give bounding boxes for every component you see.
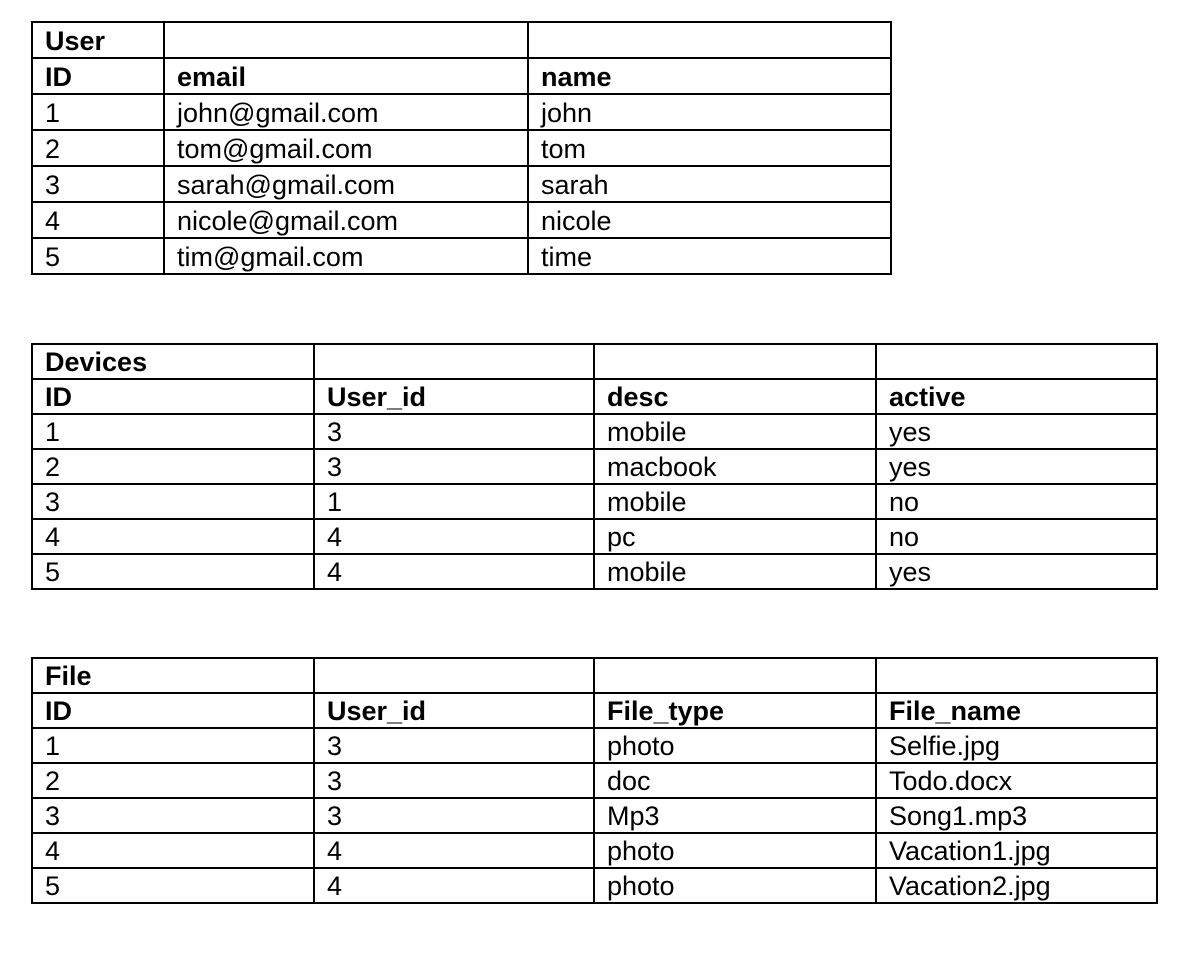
table-cell: photo xyxy=(594,868,876,903)
empty-cell xyxy=(594,658,876,693)
table-cell: time xyxy=(528,238,891,274)
column-header: email xyxy=(164,58,528,94)
table-cell: 3 xyxy=(32,798,314,833)
table-row xyxy=(32,449,1157,484)
table-cell: macbook xyxy=(594,449,876,484)
table-row xyxy=(32,798,1157,833)
table-cell: 2 xyxy=(32,763,314,798)
table-row xyxy=(32,484,1157,519)
table-cell: tom xyxy=(528,130,891,166)
empty-cell xyxy=(876,344,1157,379)
table-cell: mobile xyxy=(594,414,876,449)
table-row xyxy=(32,554,1157,589)
table-cell: mobile xyxy=(594,554,876,589)
column-header: User_id xyxy=(314,379,594,414)
table-cell: photo xyxy=(594,833,876,868)
column-header: ID xyxy=(32,58,164,94)
user-table xyxy=(31,21,892,275)
table-cell: Todo.docx xyxy=(876,763,1157,798)
table-cell: pc xyxy=(594,519,876,554)
table-cell: 1 xyxy=(314,484,594,519)
table-cell: 3 xyxy=(314,763,594,798)
table-cell: sarah xyxy=(528,166,891,202)
table-cell: yes xyxy=(876,554,1157,589)
table-row xyxy=(32,130,891,166)
table-cell: 4 xyxy=(314,868,594,903)
table-header-row xyxy=(32,693,1157,728)
table-cell: Song1.mp3 xyxy=(876,798,1157,833)
table-title-row xyxy=(32,22,891,58)
table-cell: photo xyxy=(594,728,876,763)
table-cell: no xyxy=(876,519,1157,554)
file-table xyxy=(31,657,1158,904)
table-cell: 3 xyxy=(314,449,594,484)
table-cell: mobile xyxy=(594,484,876,519)
table-cell: 4 xyxy=(32,519,314,554)
table-cell: 2 xyxy=(32,449,314,484)
empty-cell xyxy=(314,344,594,379)
table-cell: yes xyxy=(876,414,1157,449)
table-title: File xyxy=(32,658,314,693)
table-cell: john xyxy=(528,94,891,130)
table-cell: 4 xyxy=(314,833,594,868)
table-row xyxy=(32,94,891,130)
table-cell: 1 xyxy=(32,414,314,449)
table-cell: tim@gmail.com xyxy=(164,238,528,274)
empty-cell xyxy=(876,658,1157,693)
table-row xyxy=(32,238,891,274)
table-cell: nicole@gmail.com xyxy=(164,202,528,238)
table-cell: Selfie.jpg xyxy=(876,728,1157,763)
table-row xyxy=(32,414,1157,449)
table-cell: 3 xyxy=(314,798,594,833)
table-title-row xyxy=(32,658,1157,693)
table-row xyxy=(32,166,891,202)
empty-cell xyxy=(528,22,891,58)
table-header-row xyxy=(32,379,1157,414)
table-cell: nicole xyxy=(528,202,891,238)
table-cell: 3 xyxy=(314,414,594,449)
table-cell: yes xyxy=(876,449,1157,484)
table-cell: sarah@gmail.com xyxy=(164,166,528,202)
table-row xyxy=(32,519,1157,554)
column-header: active xyxy=(876,379,1157,414)
table-title: Devices xyxy=(32,344,314,379)
table-cell: 4 xyxy=(314,554,594,589)
empty-cell xyxy=(164,22,528,58)
column-header: name xyxy=(528,58,891,94)
column-header: ID xyxy=(32,693,314,728)
empty-cell xyxy=(594,344,876,379)
table-cell: 3 xyxy=(314,728,594,763)
table-cell: no xyxy=(876,484,1157,519)
table-cell: 3 xyxy=(32,484,314,519)
table-row xyxy=(32,728,1157,763)
table-row xyxy=(32,868,1157,903)
table-row xyxy=(32,202,891,238)
table-cell: 4 xyxy=(314,519,594,554)
column-header: User_id xyxy=(314,693,594,728)
table-cell: 1 xyxy=(32,94,164,130)
table-cell: 2 xyxy=(32,130,164,166)
table-cell: Vacation1.jpg xyxy=(876,833,1157,868)
table-cell: tom@gmail.com xyxy=(164,130,528,166)
column-header: File_name xyxy=(876,693,1157,728)
table-title-row xyxy=(32,344,1157,379)
table-cell: 4 xyxy=(32,202,164,238)
table-title: User xyxy=(32,22,164,58)
column-header: ID xyxy=(32,379,314,414)
table-cell: 3 xyxy=(32,166,164,202)
table-cell: john@gmail.com xyxy=(164,94,528,130)
column-header: File_type xyxy=(594,693,876,728)
table-cell: 5 xyxy=(32,238,164,274)
devices-table xyxy=(31,343,1158,590)
table-cell: Mp3 xyxy=(594,798,876,833)
empty-cell xyxy=(314,658,594,693)
table-cell: doc xyxy=(594,763,876,798)
table-row xyxy=(32,763,1157,798)
table-cell: Vacation2.jpg xyxy=(876,868,1157,903)
table-cell: 5 xyxy=(32,868,314,903)
table-cell: 4 xyxy=(32,833,314,868)
column-header: desc xyxy=(594,379,876,414)
table-header-row xyxy=(32,58,891,94)
table-row xyxy=(32,833,1157,868)
table-cell: 5 xyxy=(32,554,314,589)
table-cell: 1 xyxy=(32,728,314,763)
